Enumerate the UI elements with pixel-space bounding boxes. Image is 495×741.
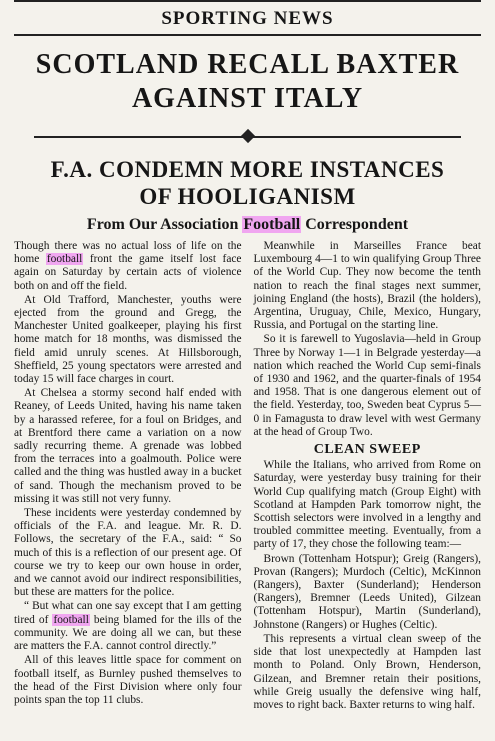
paragraph — [14, 240, 242, 293]
paragraph: This represents a virtual clean sweep of the side that lost unexpectedly at Hampden last month to Poland. Only Brown, Henderson, Gilzean, and Bremner retain their positions, while Greig usually the defensive wing half, moves to right back. Baxter returns to wing half. — [253, 632, 481, 711]
paragraph: At Old Trafford, Manchester, youths were ejected from the ground and Gregg, the Manchester United goalkeeper, playing his first home match for 18 months, was dismissed the field amid unruly scenes. At Hillsborough, Sheffield, 25 young spectators were arrested and today 15 will face charges in court. — [14, 293, 242, 386]
article-headline-line-1: F.A. CONDEMN MORE INSTANCES — [50, 157, 445, 182]
main-headline-line-2: AGAINST ITALY — [131, 83, 364, 114]
highlighted-word: football — [46, 253, 83, 266]
paragraph: Meanwhile in Marseilles France beat Luxembourg 4—1 to win qualifying Group Three of the World Cup. They now become the tenth nation to reach the final stages next summer, joining England (the hosts), Brazil (the holders), Argentina, Uruguay, Chile, Mexico, Hungary, Russia, and Portugal on the starting line. — [253, 240, 481, 332]
paragraph: These incidents were yesterday condemned by officials of the F.A. and league. Mr. R. D. Follows, the secretary of the F.A., said: “ So much of this is a reflection of our present age. Of course we try to keep our own house in order, and we cannot avoid our indirect responsibilities, but these are matters for the police. — [14, 507, 242, 599]
paragraph: At Chelsea a stormy second half ended with Reaney, of Leeds United, having his name taken by a harassed referee, for a foul on Bridges, and at Brentford there came a variation on a now sadly recurring theme. A grenade was lobbed from the terraces into a goalmouth. Police were called and the thing was hustled away in a bucket of sand. Though the mechanism proved to be missing it was still not very funny. — [14, 387, 242, 505]
text-run: being blamed for the ills of the community. We are doing all we can, but these are matters the F.A. cannot control directly.” — [14, 613, 242, 653]
section-rule — [14, 34, 481, 36]
byline-suffix: Correspondent — [301, 216, 409, 233]
article-columns — [14, 240, 481, 713]
right-column — [254, 240, 482, 713]
text-run: Though there was no actual loss of life on the home — [14, 240, 242, 266]
byline-prefix: From Our Association — [86, 216, 243, 233]
article-headline — [14, 156, 481, 210]
paragraph: All of this leaves little space for comment on football itself, as Burnley pushed themselves to the head of the First Division where only four points span the top 11 clubs. — [14, 654, 242, 706]
byline — [14, 216, 481, 234]
text-run: “ But what can one say except that I am getting tired of — [14, 600, 242, 626]
paragraph — [14, 600, 242, 653]
left-column — [14, 240, 242, 713]
main-headline — [24, 48, 471, 116]
paragraph: While the Italians, who arrived from Rome on Saturday, were yesterday busy training for their World Cup qualifying match (Group Eight) with Scotland at Hampden Park tomorrow night, the Scottish selectors were involved in a lengthy and troubled committee meeting. Eventually, from a party of 17, they chose the following team:— — [253, 459, 481, 551]
highlighted-word: football — [53, 613, 89, 626]
paragraph: So it is farewell to Yugoslavia—held in Group Three by Norway 1—1 in Belgrade yesterday—a nation which reached the World Cup semi-finals of 1930 and 1962, and the quarter-finals of 1954 and 1958. That is one dangerous element out of the field. Yesterday, too, Sweden beat Cyprus 5—0 in Famagusta to draw level with west Germany at the head of Group Two. — [253, 333, 481, 438]
diamond-icon — [240, 129, 254, 143]
main-headline-line-1: SCOTLAND RECALL BAXTER — [35, 49, 460, 80]
text-run: front the game itself lost face again on Saturday by certain acts of violence both on and off the field. — [14, 253, 242, 292]
byline-highlight: Football — [243, 216, 301, 233]
article-headline-line-2: OF HOOLIGANISM — [139, 184, 356, 209]
section-title: SPORTING NEWS — [161, 8, 334, 29]
clean-sweep-heading: CLEAN SWEEP — [313, 442, 421, 458]
team-list: Brown (Tottenham Hotspur); Greig (Rangers), Provan (Rangers); Murdoch (Celtic), McKinnon (Rangers), Baxter (Sunderland); Henderson (Rangers), Bremner (Leeds United), Gilzean (Tottenham Hotspur), Martin (Sunderland), Johnstone (Rangers) or Hughes (Celtic). — [253, 552, 481, 631]
ornamental-divider — [34, 130, 461, 144]
